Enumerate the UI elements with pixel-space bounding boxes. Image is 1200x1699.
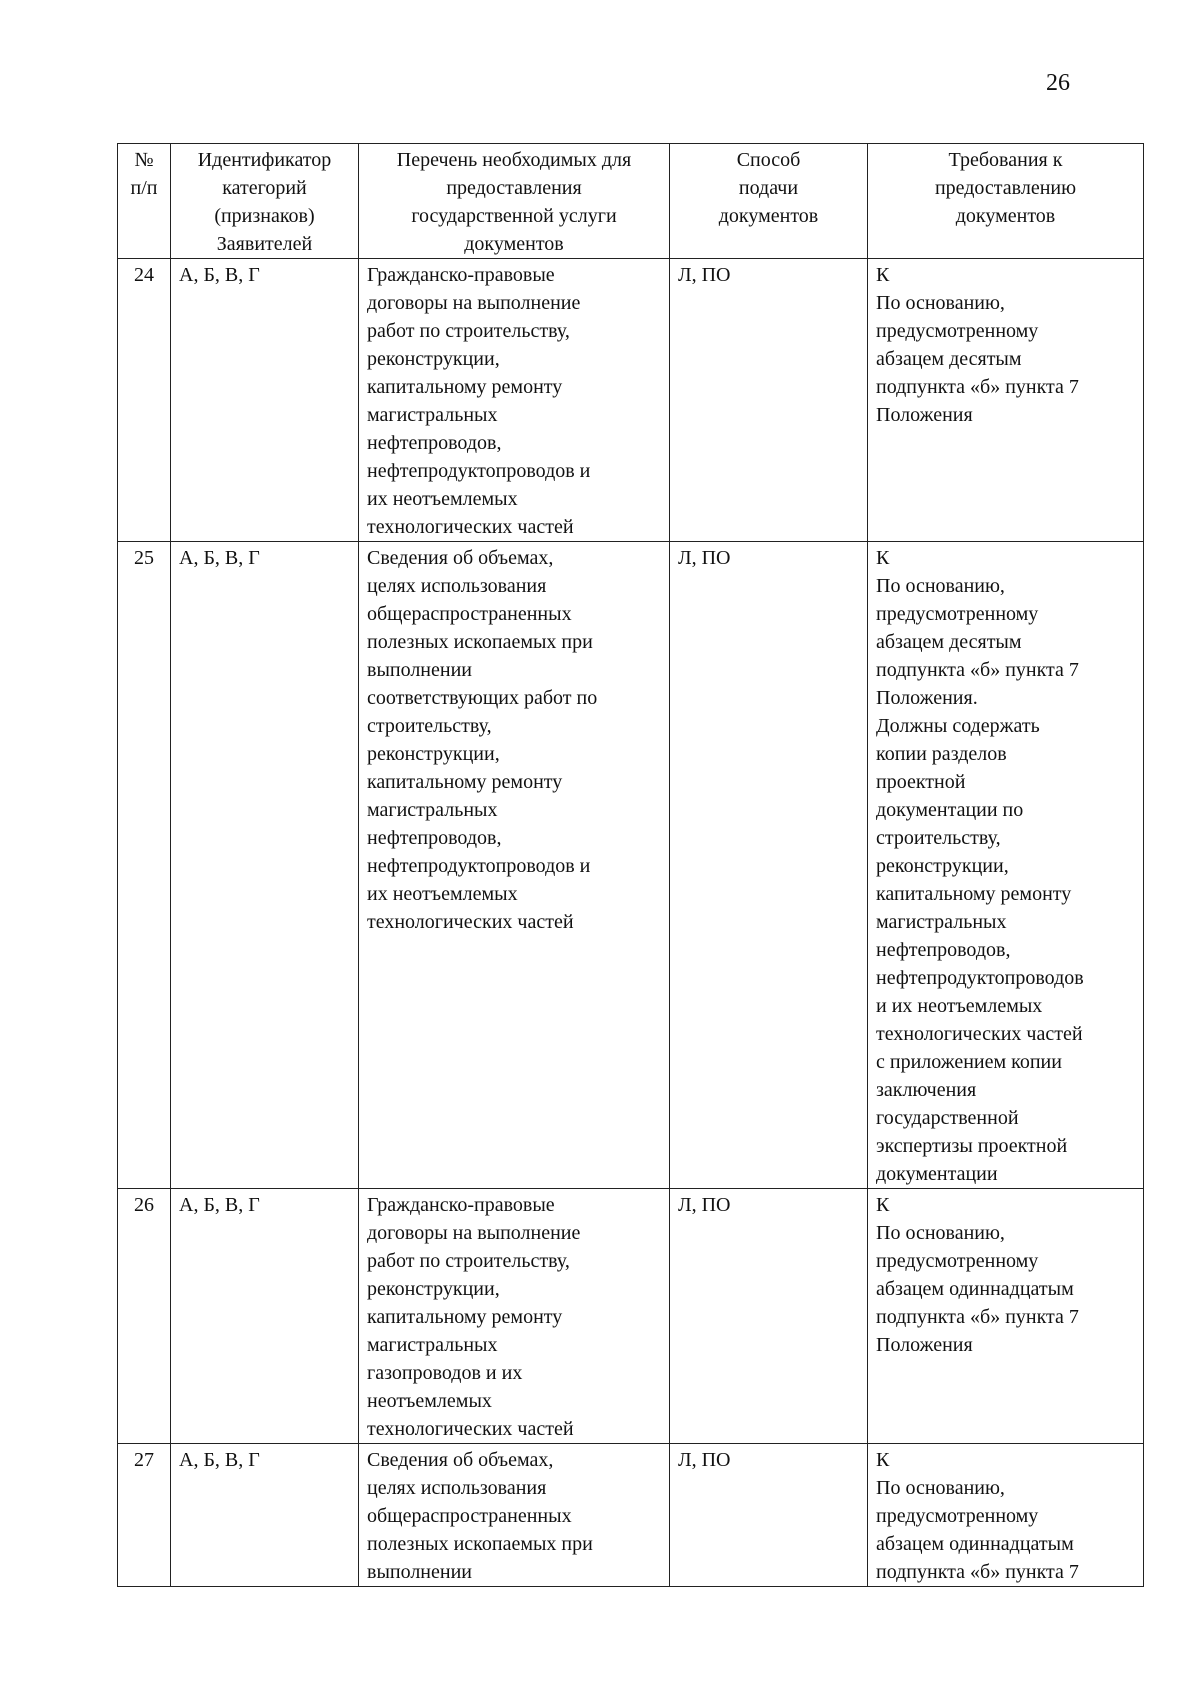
row-documents-cell: Сведения об объемах, целях использования общераспространенных полезных ископаемых при выполнении соответствующих работ по строительству, реконструкции, капитальному ремонту магистральных нефтепроводов, нефтепродуктопроводов и их неотъемлемых технологических частей [359, 542, 670, 1189]
row-method-cell: Л, ПО [670, 1189, 868, 1444]
row-categories-cell: А, Б, В, Г [171, 1444, 359, 1587]
table-row [118, 259, 1144, 542]
row-documents-cell: Гражданско-правовые договоры на выполнение работ по строительству, реконструкции, капитальному ремонту магистральных газопроводов и их неотъемлемых технологических частей [359, 1189, 670, 1444]
table-body [118, 259, 1144, 1587]
row-requirements-cell: К По основанию, предусмотренному абзацем десятым подпункта «б» пункта 7 Положения [868, 259, 1144, 542]
row-categories-cell: А, Б, В, Г [171, 1189, 359, 1444]
row-number-cell: 26 [118, 1189, 171, 1444]
documents-table [117, 143, 1144, 1587]
header-method: Способ подачи документов [670, 144, 868, 259]
row-documents-cell: Сведения об объемах, целях использования общераспространенных полезных ископаемых при выполнении [359, 1444, 670, 1587]
header-requirements: Требования к предоставлению документов [868, 144, 1144, 259]
row-requirements-cell: К По основанию, предусмотренному абзацем одиннадцатым подпункта «б» пункта 7 [868, 1444, 1144, 1587]
header-number: № п/п [118, 144, 171, 259]
table-row [118, 1444, 1144, 1587]
table-row [118, 542, 1144, 1189]
row-requirements-cell: К По основанию, предусмотренному абзацем десятым подпункта «б» пункта 7 Положения. Должны содержать копии разделов проектной документации по строительству, реконструкции, капитальному ремонту магистральных нефтепроводов, нефтепродуктопроводов и их неотъемлемых технологических частей с приложением копии заключения государственной экспертизы проектной документации [868, 542, 1144, 1189]
row-categories-cell: А, Б, В, Г [171, 259, 359, 542]
row-number-cell: 27 [118, 1444, 171, 1587]
header-documents: Перечень необходимых для предоставления государственной услуги документов [359, 144, 670, 259]
table-row [118, 1189, 1144, 1444]
page-number: 26 [1046, 70, 1070, 96]
row-method-cell: Л, ПО [670, 259, 868, 542]
header-categories: Идентификатор категорий (признаков) Заявителей [171, 144, 359, 259]
row-method-cell: Л, ПО [670, 1444, 868, 1587]
row-method-cell: Л, ПО [670, 542, 868, 1189]
row-categories-cell: А, Б, В, Г [171, 542, 359, 1189]
row-documents-cell: Гражданско-правовые договоры на выполнение работ по строительству, реконструкции, капитальному ремонту магистральных нефтепроводов, нефтепродуктопроводов и их неотъемлемых технологических частей [359, 259, 670, 542]
row-requirements-cell: К По основанию, предусмотренному абзацем одиннадцатым подпункта «б» пункта 7 Положения [868, 1189, 1144, 1444]
row-number-cell: 24 [118, 259, 171, 542]
row-number-cell: 25 [118, 542, 171, 1189]
table-header-row [118, 144, 1144, 259]
